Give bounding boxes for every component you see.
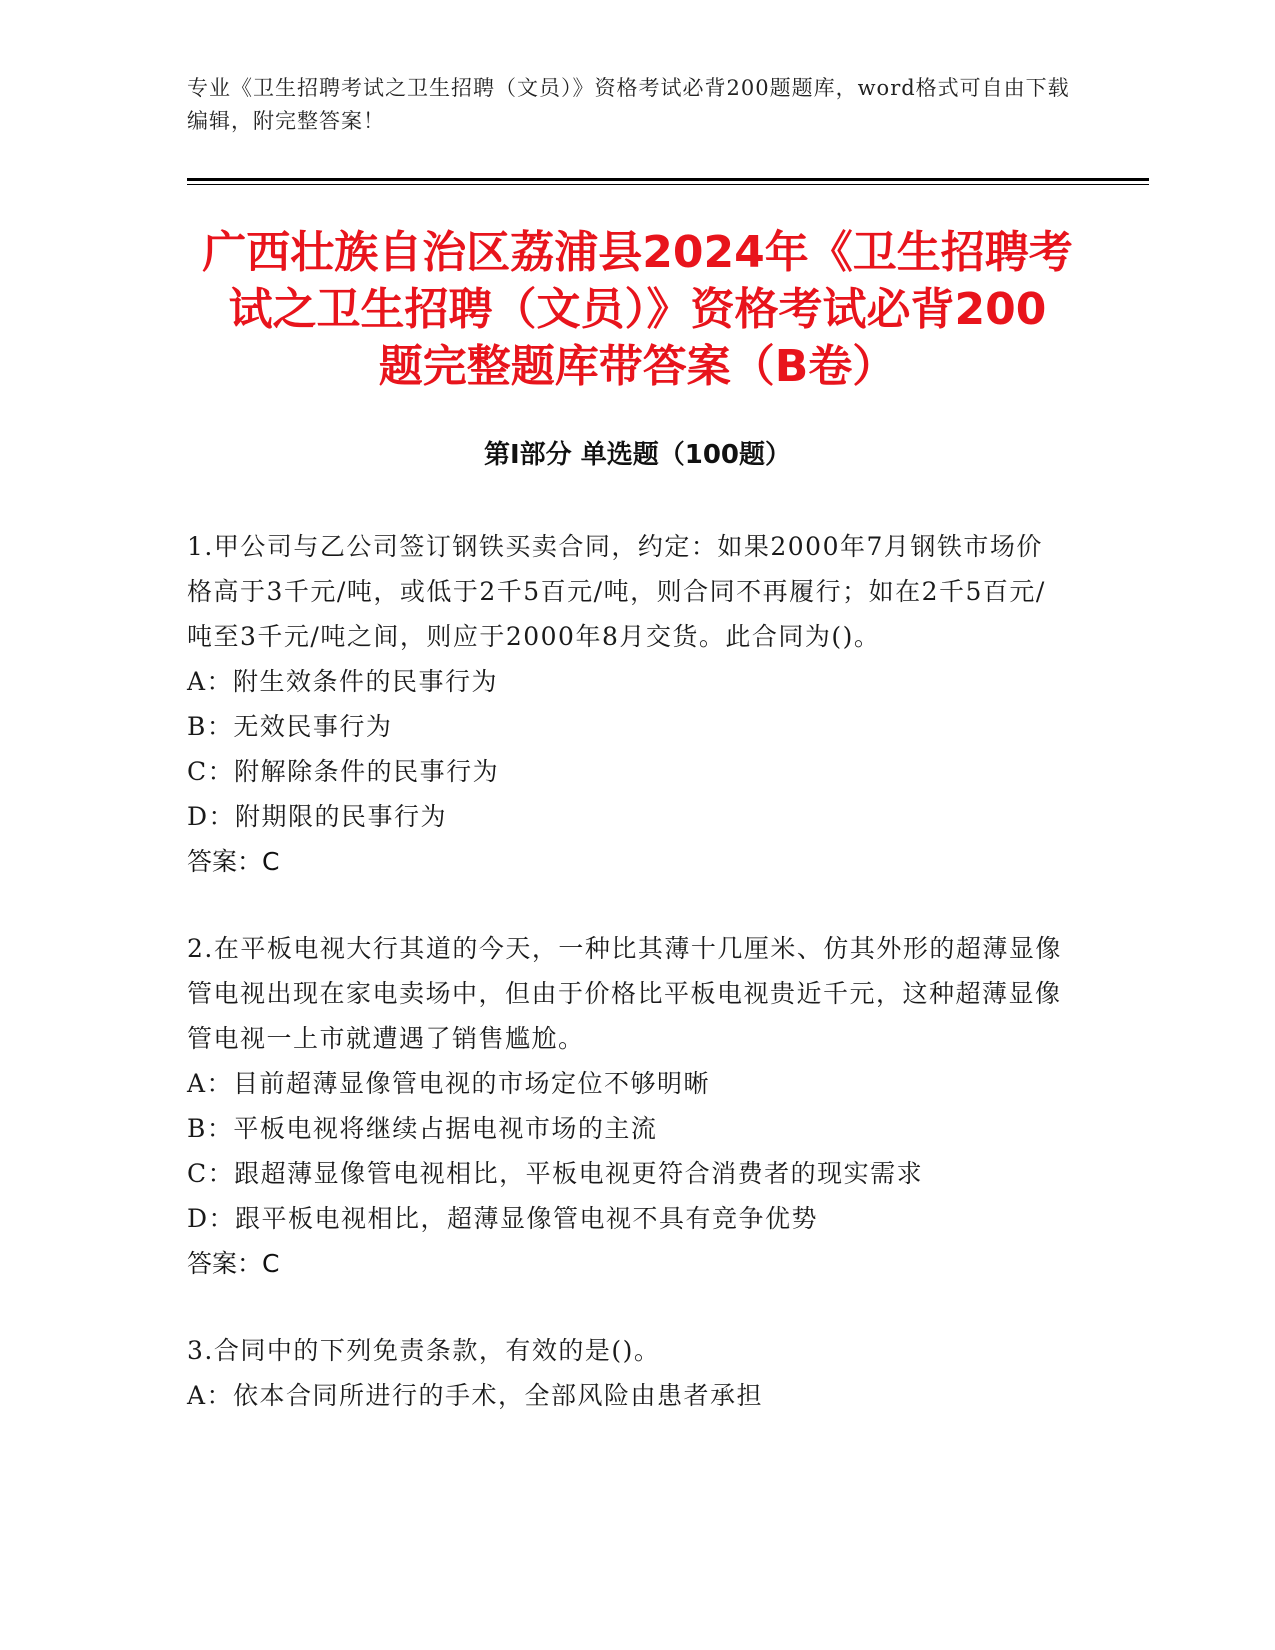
- answer: 答案：C: [187, 1249, 280, 1278]
- header-rule-thin: [187, 184, 1149, 185]
- question-1: [187, 524, 1067, 884]
- option-a: A：目前超薄显像管电视的市场定位不够明晰: [187, 1069, 711, 1098]
- question-stem: 2.在平板电视大行其道的今天，一种比其薄十几厘米、仿其外形的超薄显像管电视出现在家电卖场中，但由于价格比平板电视贵近千元，这种超薄显像管电视一上市就遭遇了销售尴尬。: [187, 934, 1062, 1053]
- option-b: B：无效民事行为: [187, 712, 393, 741]
- option-c: C：附解除条件的民事行为: [187, 757, 500, 786]
- question-list: [187, 524, 1067, 1460]
- header-note: 专业《卫生招聘考试之卫生招聘（文员）》资格考试必背200题题库，word格式可自由下载编辑，附完整答案！: [187, 76, 1070, 133]
- title-line: 试之卫生招聘（文员）》资格考试必背200: [228, 284, 1047, 335]
- document-title: [150, 224, 1125, 395]
- question-3: [187, 1328, 1067, 1418]
- section-title: 第Ⅰ部分 单选题（100题）: [484, 440, 791, 470]
- option-c: C：跟超薄显像管电视相比，平板电视更符合消费者的现实需求: [187, 1159, 924, 1188]
- answer: 答案：C: [187, 847, 280, 876]
- option-d: D：附期限的民事行为: [187, 802, 448, 831]
- header-rule-thick: [187, 178, 1149, 181]
- question-2: [187, 926, 1067, 1286]
- title-line: 广西壮族自治区荔浦县2024年《卫生招聘考: [202, 227, 1073, 278]
- title-line: 题完整题库带答案（B卷）: [378, 341, 897, 392]
- question-stem: 1.甲公司与乙公司签订钢铁买卖合同，约定：如果2000年7月钢铁市场价格高于3千元/吨，或低于2千5百元/吨，则合同不再履行；如在2千5百元/吨至3千元/吨之间，则应于2000年8月交货。此合同为()。: [187, 532, 1046, 651]
- option-b: B：平板电视将继续占据电视市场的主流: [187, 1114, 658, 1143]
- option-d: D：跟平板电视相比，超薄显像管电视不具有竞争优势: [187, 1204, 819, 1233]
- question-stem: 3.合同中的下列免责条款，有效的是()。: [187, 1336, 661, 1365]
- option-a: A：依本合同所进行的手术，全部风险由患者承担: [187, 1381, 764, 1410]
- option-a: A：附生效条件的民事行为: [187, 667, 499, 696]
